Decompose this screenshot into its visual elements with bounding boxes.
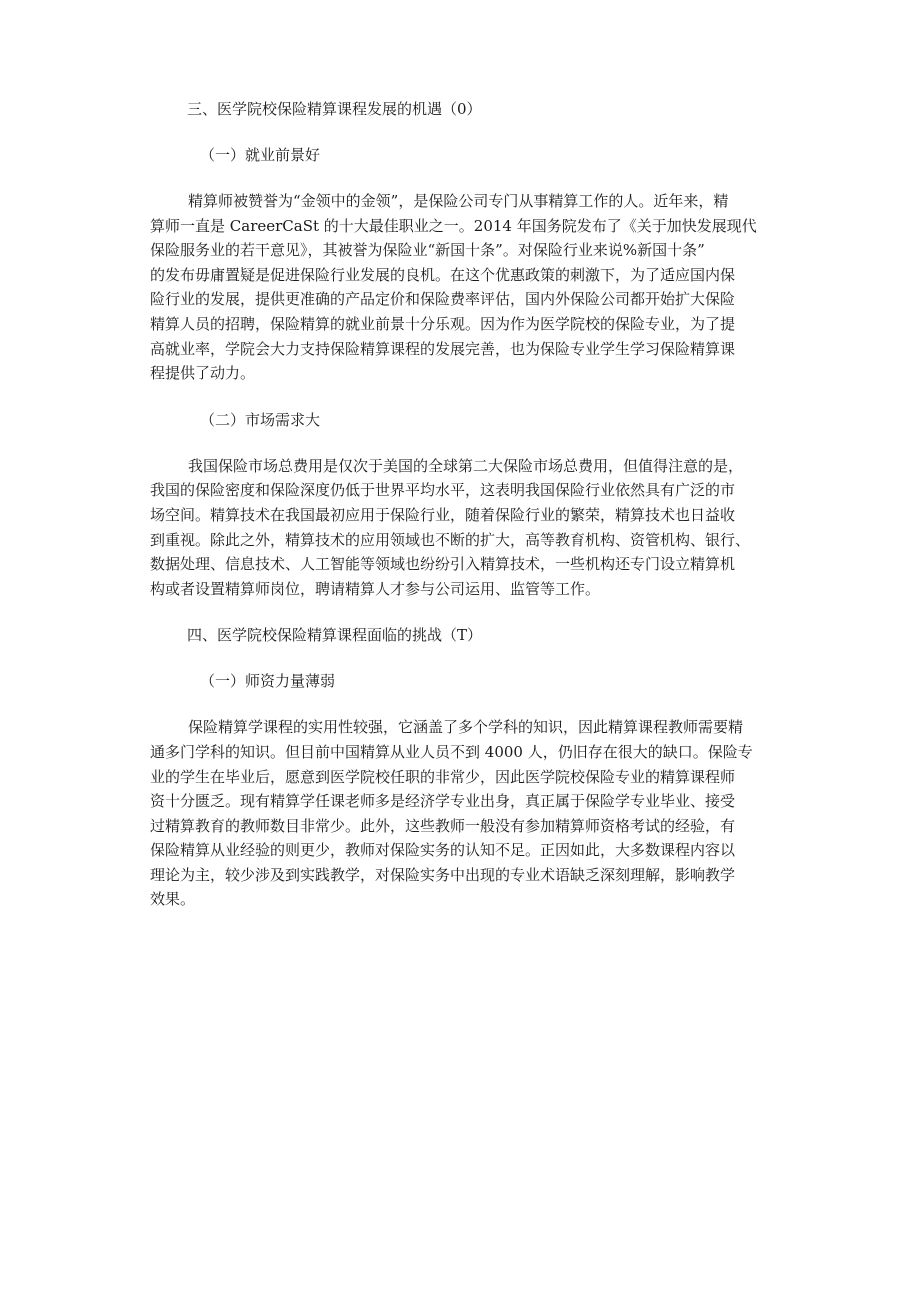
paragraph-line: 场空间。精算技术在我国最初应用于保险行业，随着保险行业的繁荣，精算技术也日益收 xyxy=(150,505,736,524)
section-heading-challenges: 四、医学院校保险精算课程面临的挑战（T） xyxy=(187,626,483,645)
paragraph-market-demand xyxy=(150,454,775,602)
paragraph-line: 通多门学科的知识。但目前中国精算从业人员不到 4000 人，仍旧存在很大的缺口。保险专 xyxy=(150,742,753,761)
paragraph-line: 高就业率，学院会大力支持保险精算课程的发展完善，也为保险专业学生学习保险精算课 xyxy=(150,339,736,358)
subsection-title-market-demand: （二）市场需求大 xyxy=(200,410,321,429)
paragraph-weak-faculty xyxy=(150,715,775,912)
paragraph-line: 数据处理、信息技术、人工智能等领域也纷纷引入精算技术，一些机构还专门设立精算机 xyxy=(150,555,736,574)
paragraph-line: 到重视。除此之外，精算技术的应用领域也不断的扩大，高等教育机构、资管机构、银行、 xyxy=(150,530,751,549)
paragraph-line: 业的学生在毕业后，愿意到医学院校任职的非常少，因此医学院校保险专业的精算课程师 xyxy=(150,767,736,786)
section-heading-opportunities: 三、医学院校保险精算课程发展的机遇（0） xyxy=(187,100,482,118)
paragraph-line: 理论为主，较少涉及到实践教学，对保险实务中出现的专业术语缺乏深刻理解，影响教学 xyxy=(150,865,736,884)
paragraph-line: 险行业的发展，提供更准确的产品定价和保险费率评估，国内外保险公司都开始扩大保险 xyxy=(150,290,736,309)
subsection-title-employment-prospects: （一）就业前景好 xyxy=(200,146,321,164)
paragraph-line: 程提供了动力。 xyxy=(150,364,256,383)
paragraph-line: 保险精算从业经验的则更少，教师对保险实务的认知不足。正因如此，大多数课程内容以 xyxy=(150,841,736,860)
paragraph-line: 我国的保险密度和保险深度仍低于世界平均水平，这表明我国保险行业依然具有广泛的市 xyxy=(150,481,736,500)
paragraph-line: 效果。 xyxy=(150,890,196,909)
paragraph-line: 资十分匮乏。现有精算学任课老师多是经济学专业出身，真正属于保险学专业毕业、接受 xyxy=(150,792,736,811)
document-page xyxy=(150,97,775,934)
paragraph-line: 保险服务业的若干意见》，其被誉为保险业“新国十条”。对保险行业来说%新国十条” xyxy=(150,241,705,260)
paragraph-line: 的发布毋庸置疑是促进保险行业发展的良机。在这个优惠政策的刺激下，为了适应国内保 xyxy=(150,265,736,284)
paragraph-line: 保险精算学课程的实用性较强，它涵盖了多个学科的知识，因此精算课程教师需要精 xyxy=(188,718,744,737)
subsection-title-weak-faculty: （一）师资力量薄弱 xyxy=(200,672,336,691)
paragraph-line: 我国保险市场总费用是仅次于美国的全球第二大保险市场总费用，但值得注意的是， xyxy=(188,456,744,475)
paragraph-line: 精算人员的招聘，保险精算的就业前景十分乐观。因为作为医学院校的保险专业，为了提 xyxy=(150,314,736,333)
paragraph-line: 构或者设置精算师岗位，聘请精算人才参与公司运用、监管等工作。 xyxy=(150,579,601,598)
paragraph-employment-prospects xyxy=(150,189,775,386)
paragraph-line: 精算师被赞誉为“金领中的金领”，是保险公司专门从事精算工作的人。近年来，精 xyxy=(188,192,729,210)
paragraph-line: 算师一直是 CareerCaSt 的十大最佳职业之一。2014 年国务院发布了《关于加快发展现代 xyxy=(150,216,757,235)
paragraph-line: 过精算教育的教师数目非常少。此外，这些教师一般没有参加精算师资格考试的经验，有 xyxy=(150,816,736,835)
